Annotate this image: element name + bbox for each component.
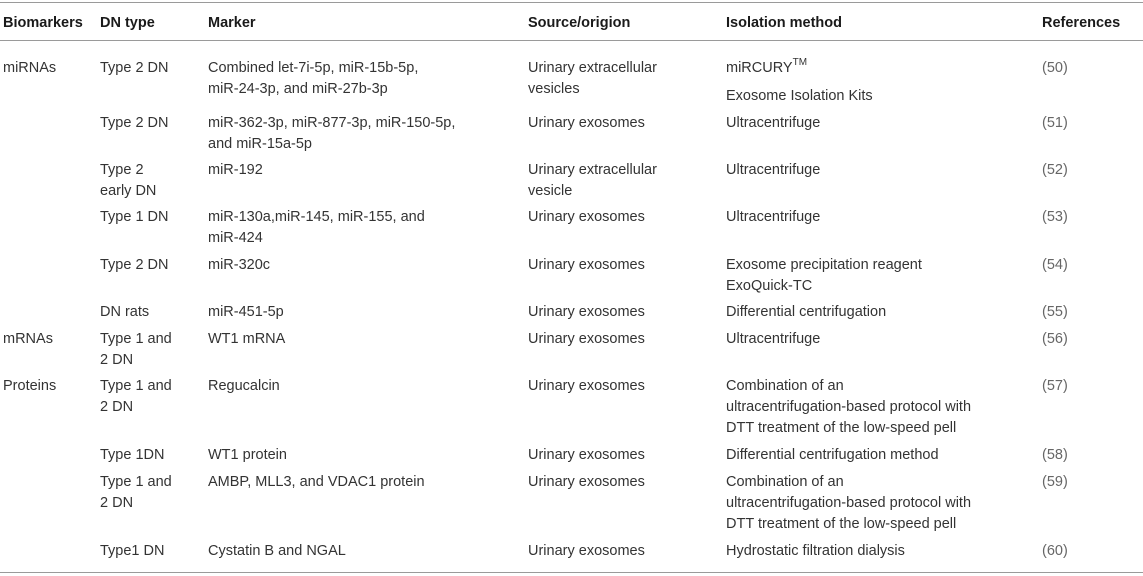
row-1-marker-line-2: and miR-15a-5p (208, 136, 312, 152)
header-references: References (1042, 15, 1121, 31)
row-5-source: Urinary exosomes (528, 304, 645, 320)
row-9-source: Urinary exosomes (528, 474, 645, 490)
row-0-marker-line-2: miR-24-3p, and miR-27b-3p (208, 81, 388, 97)
row-7-method-line-2: ultracentrifugation-based protocol with (726, 399, 972, 415)
row-0-biomarker: miRNAs (3, 60, 57, 76)
row-7-biomarker: Proteins (3, 378, 57, 394)
header-isolation-method: Isolation method (726, 15, 842, 31)
row-8-reference: (58) (1042, 447, 1068, 463)
row-10-method: Hydrostatic filtration dialysis (726, 543, 905, 559)
row-1-dn-type: Type 2 DN (100, 115, 169, 131)
header-biomarkers: Biomarkers (3, 15, 83, 31)
row-6-biomarker: mRNAs (3, 331, 53, 347)
row-3-method: Ultracentrifuge (726, 209, 821, 225)
row-6-dn-type-line-1: Type 1 and (100, 331, 172, 347)
row-0-method-line-2: Exosome Isolation Kits (726, 88, 873, 104)
row-4-marker: miR-320c (208, 257, 271, 273)
row-1-source: Urinary exosomes (528, 115, 645, 131)
row-9-dn-type-line-2: 2 DN (100, 495, 134, 511)
row-6-reference: (56) (1042, 331, 1068, 347)
row-7-reference: (57) (1042, 378, 1068, 394)
row-0-dn-type: Type 2 DN (100, 60, 169, 76)
row-3-source: Urinary exosomes (528, 209, 645, 225)
row-4-reference: (54) (1042, 257, 1068, 273)
row-8-marker: WT1 protein (208, 447, 287, 463)
row-4-method-line-2: ExoQuick-TC (726, 278, 813, 294)
trademark-sup: TM (792, 57, 808, 69)
row-9-marker: AMBP, MLL3, and VDAC1 protein (208, 474, 425, 490)
row-4-dn-type: Type 2 DN (100, 257, 169, 273)
row-6-dn-type-line-2: 2 DN (100, 352, 134, 368)
row-9-dn-type-line-1: Type 1 and (100, 474, 172, 490)
row-4-source: Urinary exosomes (528, 257, 645, 273)
row-1-reference: (51) (1042, 115, 1068, 131)
row-9-method-line-2: ultracentrifugation-based protocol with (726, 495, 972, 511)
row-3-dn-type: Type 1 DN (100, 209, 169, 225)
row-4-method-line-1: Exosome precipitation reagent (726, 257, 922, 273)
row-2-dn-type-line-2: early DN (100, 183, 157, 199)
row-5-reference: (55) (1042, 304, 1068, 320)
row-1-marker-line-1: miR-362-3p, miR-877-3p, miR-150-5p, (208, 115, 456, 131)
row-9-method-line-1: Combination of an (726, 474, 844, 490)
row-9-reference: (59) (1042, 474, 1068, 490)
table-header-rule (0, 40, 1143, 41)
row-10-source: Urinary exosomes (528, 543, 645, 559)
row-3-marker-line-1: miR-130a,miR-145, miR-155, and (208, 209, 425, 225)
row-2-method: Ultracentrifuge (726, 162, 821, 178)
row-6-method: Ultracentrifuge (726, 331, 821, 347)
row-8-source: Urinary exosomes (528, 447, 645, 463)
row-7-source: Urinary exosomes (528, 378, 645, 394)
row-1-method: Ultracentrifuge (726, 115, 821, 131)
table-top-rule (0, 2, 1143, 3)
row-6-source: Urinary exosomes (528, 331, 645, 347)
row-5-dn-type: DN rats (100, 304, 150, 320)
row-8-method: Differential centrifugation method (726, 447, 939, 463)
row-0-marker-line-1: Combined let-7i-5p, miR-15b-5p, (208, 60, 419, 76)
row-3-marker-line-2: miR-424 (208, 230, 263, 246)
row-10-marker: Cystatin B and NGAL (208, 543, 346, 559)
row-8-dn-type: Type 1DN (100, 447, 165, 463)
row-2-dn-type-line-1: Type 2 (100, 162, 144, 178)
row-0-source-line-2: vesicles (528, 81, 580, 97)
row-0-source-line-1: Urinary extracellular (528, 60, 657, 76)
table-bottom-rule (0, 572, 1143, 573)
row-7-method-line-1: Combination of an (726, 378, 844, 394)
row-7-marker: Regucalcin (208, 378, 280, 394)
row-10-dn-type: Type1 DN (100, 543, 165, 559)
row-2-marker: miR-192 (208, 162, 263, 178)
row-7-dn-type-line-2: 2 DN (100, 399, 134, 415)
row-0-method-line-1: miRCURY™ (726, 57, 808, 76)
row-7-dn-type-line-1: Type 1 and (100, 378, 172, 394)
row-9-method-line-3: DTT treatment of the low-speed pell (726, 516, 957, 532)
row-2-source-line-1: Urinary extracellular (528, 162, 657, 178)
row-5-method: Differential centrifugation (726, 304, 887, 320)
row-6-marker: WT1 mRNA (208, 331, 286, 347)
row-5-marker: miR-451-5p (208, 304, 284, 320)
row-10-reference: (60) (1042, 543, 1068, 559)
row-2-source-line-2: vesicle (528, 183, 573, 199)
row-0-reference: (50) (1042, 60, 1068, 76)
header-source: Source/origion (528, 15, 631, 31)
row-3-reference: (53) (1042, 209, 1068, 225)
header-marker: Marker (208, 15, 256, 31)
row-2-reference: (52) (1042, 162, 1068, 178)
row-7-method-line-3: DTT treatment of the low-speed pell (726, 420, 957, 436)
header-dn-type: DN type (100, 15, 155, 31)
